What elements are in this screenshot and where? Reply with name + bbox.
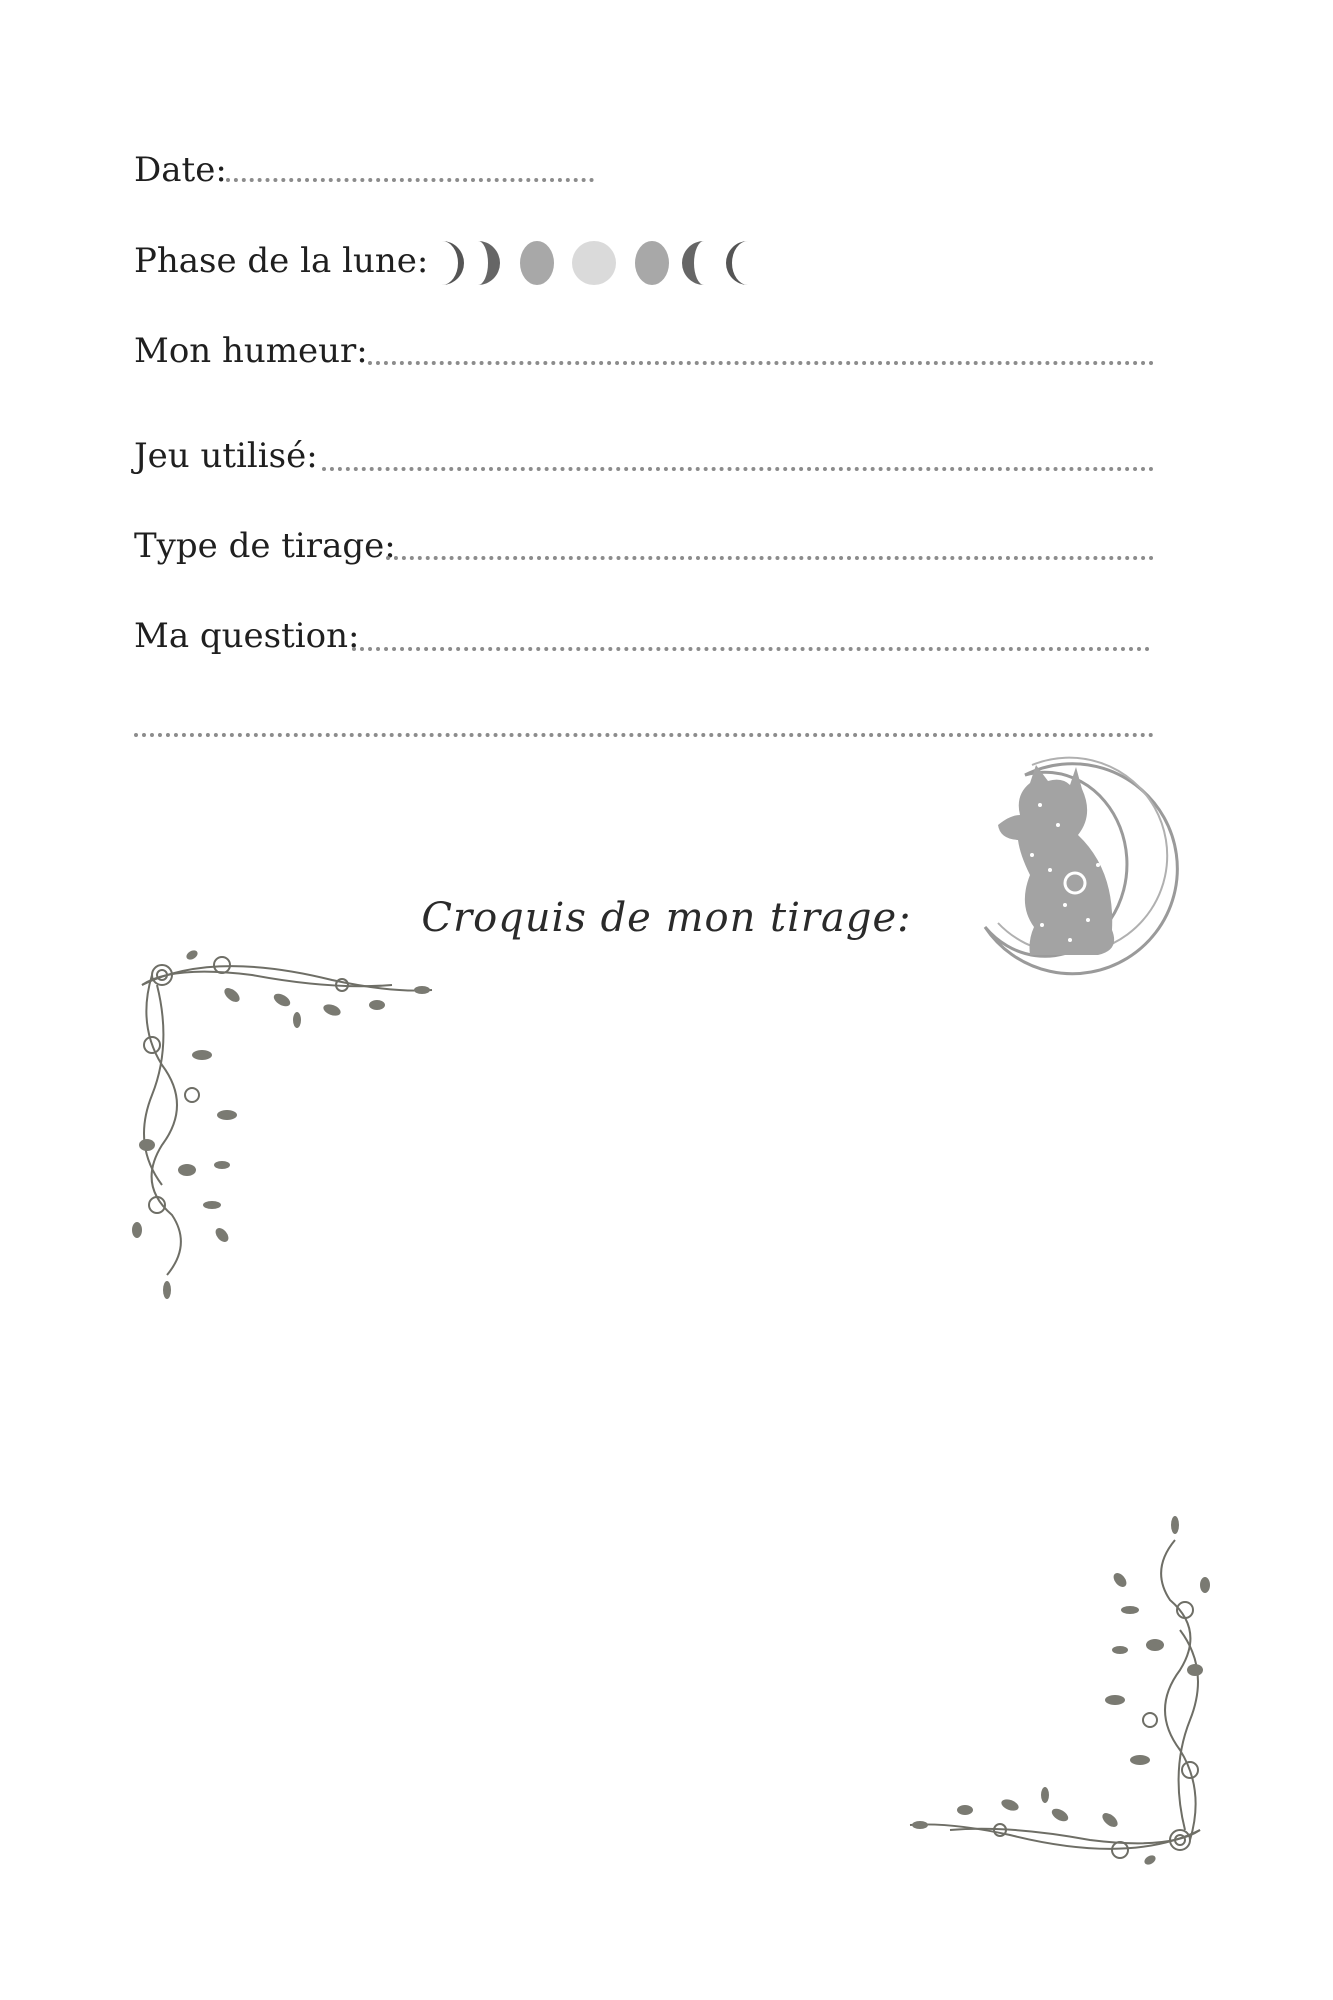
cat-moon-icon <box>970 755 1185 980</box>
date-line[interactable] <box>226 178 594 182</box>
question-line-2[interactable] <box>134 733 1154 737</box>
mood-line[interactable] <box>368 361 1154 365</box>
moon-phase-icon <box>572 241 616 285</box>
moon-phase-icon <box>478 241 500 285</box>
sketch-title: Croquis de mon tirage: <box>421 895 912 941</box>
moon-phase-icon <box>442 241 464 285</box>
date-label: Date: <box>134 150 227 190</box>
mood-label: Mon humeur: <box>134 331 368 371</box>
deck-label: Jeu utilisé: <box>134 436 318 476</box>
floral-corner-bottom-right-icon <box>890 1510 1210 1870</box>
moon-phase-icon <box>682 241 704 285</box>
moon-phases <box>434 238 764 288</box>
floral-corner-top-left-icon <box>132 945 452 1305</box>
moon-phase-icon <box>635 241 669 285</box>
spread-type-label: Type de tirage: <box>134 526 396 566</box>
deck-line[interactable] <box>322 467 1154 471</box>
moon-phase-label: Phase de la lune: <box>134 241 429 281</box>
moon-phase-icon <box>520 241 554 285</box>
question-label: Ma question: <box>134 616 360 656</box>
question-line[interactable] <box>352 647 1150 651</box>
moon-phase-icon <box>726 241 748 285</box>
spread-type-line[interactable] <box>386 556 1154 560</box>
